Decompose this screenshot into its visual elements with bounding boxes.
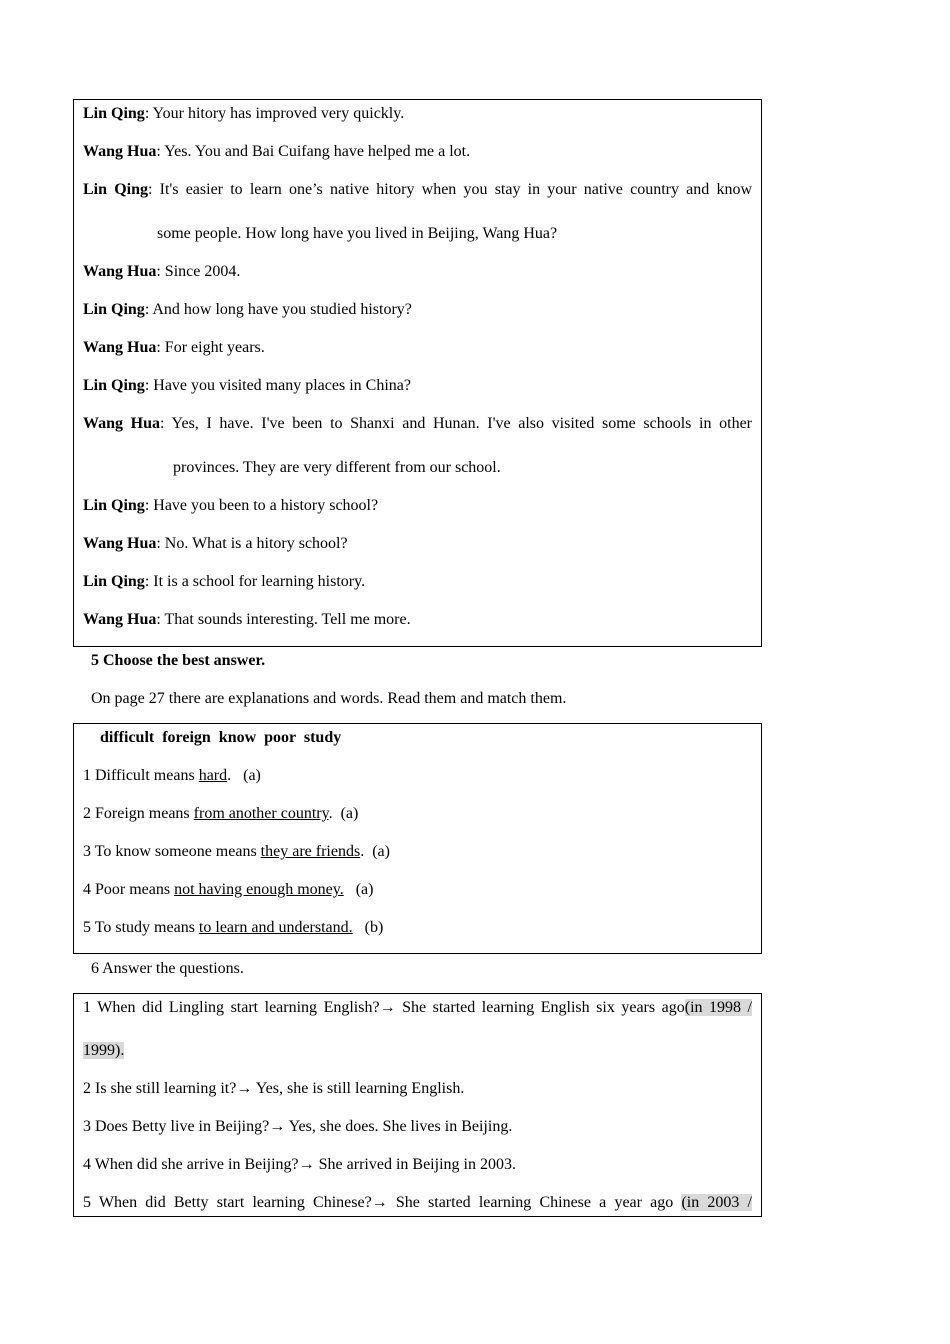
answer-continuation	[83, 1041, 752, 1061]
answer-line: 2 Is she still learning it?→ Yes, she is still learning English.	[83, 1080, 465, 1097]
speech-text: : Your hitory has improved very quickly.	[144, 105, 405, 122]
item-answer: from another country	[193, 805, 329, 822]
match-item	[83, 918, 752, 938]
dialogue-line	[83, 300, 752, 320]
dialogue-line	[83, 338, 752, 358]
dialogue-line	[83, 376, 752, 396]
speaker-name: Wang Hua	[83, 143, 157, 160]
dialogue-box	[73, 99, 762, 647]
answer-text: 5 When did Betty start learning Chinese?→ She started learning Chinese a year ago	[83, 1194, 682, 1211]
item-answer: to learn and understand.	[198, 919, 353, 936]
speaker-name: Wang Hua	[83, 339, 157, 356]
dialogue-line	[83, 142, 752, 162]
answer-line: 4 When did she arrive in Beijing?→ She arrived in Beijing in 2003.	[83, 1156, 516, 1173]
dialogue-continuation: some people. How long have you lived in Beijing, Wang Hua?	[157, 225, 558, 242]
speaker-name: Wang Hua	[83, 611, 157, 628]
speech-text: : And how long have you studied history?	[144, 301, 412, 318]
speaker-name: Wang Hua	[83, 415, 161, 432]
answer-line	[83, 998, 752, 1018]
dialogue-line	[83, 496, 752, 516]
item-answer: they are friends	[260, 843, 361, 860]
section5-heading: 5 Choose the best answer.	[91, 652, 266, 669]
item-answer: not having enough money.	[174, 881, 344, 898]
speech-text: : For eight years.	[156, 339, 265, 356]
dialogue-line	[83, 572, 752, 592]
item-prefix: 3 To know someone means	[83, 843, 261, 860]
highlighted-note: (in 2003 /	[681, 1194, 753, 1211]
item-prefix: 5 To study means	[83, 919, 199, 936]
answers-box	[73, 993, 762, 1217]
item-suffix: . (a)	[360, 843, 390, 860]
speaker-name: Lin Qing	[83, 377, 145, 394]
dialogue-line	[83, 262, 752, 282]
item-prefix: 2 Foreign means	[83, 805, 194, 822]
section5-instruction: On page 27 there are explanations and words. Read them and match them.	[91, 690, 567, 707]
answer-line	[83, 1193, 752, 1213]
speech-text: : Yes. You and Bai Cuifang have helped me a lot.	[156, 143, 471, 160]
match-item	[83, 880, 752, 900]
speech-text: : Yes, I have. I've been to Shanxi and Hunan. I've also visited some schools in other	[160, 415, 753, 432]
speaker-name: Lin Qing	[83, 301, 145, 318]
answer-text: 1 When did Lingling start learning English?→ She started learning English six years ago	[83, 999, 685, 1016]
dialogue-line	[83, 414, 752, 434]
item-prefix: 1 Difficult means	[83, 767, 199, 784]
dialogue-line	[83, 104, 752, 124]
speech-text: : It is a school for learning history.	[144, 573, 366, 590]
match-item	[83, 842, 752, 862]
item-suffix: . (a)	[227, 767, 261, 784]
speech-text: : Have you visited many places in China?	[144, 377, 411, 394]
item-suffix: (a)	[343, 881, 374, 898]
match-item	[83, 804, 752, 824]
item-answer: hard	[198, 767, 228, 784]
item-prefix: 4 Poor means	[83, 881, 175, 898]
matching-box	[73, 723, 762, 954]
answer-line: 3 Does Betty live in Beijing?→ Yes, she does. She lives in Beijing.	[83, 1118, 513, 1135]
speaker-name: Lin Qing	[83, 573, 145, 590]
dialogue-line	[83, 180, 752, 200]
dialogue-line	[83, 534, 752, 554]
section6-heading: 6 Answer the questions.	[91, 960, 244, 977]
speech-text: : It's easier to learn one’s native hitory when you stay in your native country and know	[148, 181, 752, 198]
dialogue-continuation: provinces. They are very different from our school.	[173, 459, 501, 476]
match-item	[83, 766, 752, 786]
speaker-name: Lin Qing	[83, 105, 145, 122]
speech-text: : Since 2004.	[156, 263, 241, 280]
speaker-name: Lin Qing	[83, 497, 145, 514]
highlighted-note: 1999).	[83, 1042, 125, 1059]
speaker-name: Wang Hua	[83, 535, 157, 552]
speech-text: : Have you been to a history school?	[144, 497, 379, 514]
speech-text: : No. What is a hitory school?	[156, 535, 348, 552]
item-suffix: (b)	[352, 919, 384, 936]
speaker-name: Wang Hua	[83, 263, 157, 280]
highlighted-note: (in 1998 /	[684, 999, 753, 1016]
item-suffix: . (a)	[328, 805, 359, 822]
speech-text: : That sounds interesting. Tell me more.	[156, 611, 411, 628]
dialogue-line	[83, 610, 752, 630]
speaker-name: Lin Qing	[83, 181, 148, 198]
word-bank: difficult foreign know poor study	[100, 729, 342, 746]
